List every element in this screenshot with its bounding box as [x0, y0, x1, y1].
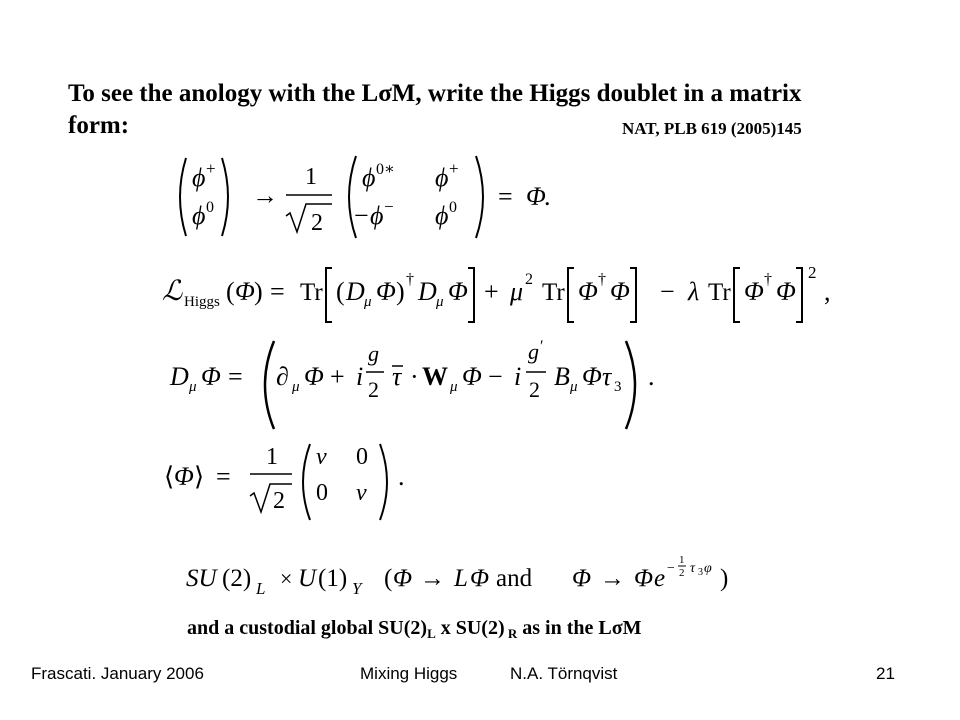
custodial-symmetry-text	[187, 617, 641, 642]
footer-location-date: Frascati. January 2006	[31, 664, 204, 683]
svg-text:Tr: Tr	[300, 279, 323, 306]
svg-text:Φ: Φ	[201, 362, 221, 391]
svg-text:0: 0	[316, 480, 328, 506]
svg-text:Φ: Φ	[578, 277, 598, 306]
svg-text:(: (	[336, 277, 345, 306]
svg-text:L: L	[454, 565, 468, 592]
svg-text:Tr: Tr	[708, 279, 731, 306]
svg-text:D: D	[418, 277, 437, 306]
equation-covariant-derivative	[170, 335, 690, 435]
svg-text:∂: ∂	[276, 362, 289, 391]
svg-text:→: →	[420, 565, 445, 592]
svg-text:0: 0	[356, 444, 368, 470]
svg-text:Φ: Φ	[376, 277, 396, 306]
heading-line-1: To see the anology with the LσM, write the Higgs doublet in a matrix	[68, 80, 802, 107]
svg-text:Φ: Φ	[470, 565, 490, 592]
svg-text:μ: μ	[436, 294, 444, 310]
svg-text:Φ: Φ	[526, 182, 546, 211]
svg-text:′: ′	[540, 338, 544, 355]
footer-page-number: 21	[876, 664, 895, 683]
svg-text:ϕ: ϕ	[192, 201, 206, 230]
svg-text:−: −	[488, 362, 503, 391]
equation-matrix-definition	[170, 150, 590, 245]
svg-text:1: 1	[679, 554, 685, 566]
svg-text:μ: μ	[570, 379, 578, 395]
svg-text:=: =	[270, 277, 285, 306]
svg-text:+: +	[330, 362, 345, 391]
svg-text:and: and	[496, 565, 533, 592]
svg-text:ϕ: ϕ	[435, 163, 449, 192]
svg-text:Φ: Φ	[572, 565, 592, 592]
custodial-text-pre: and a custodial global SU(2)	[187, 617, 428, 639]
custodial-text-post: as in the LσM	[517, 617, 642, 639]
svg-text:†: †	[406, 271, 414, 288]
svg-text:Φ: Φ	[448, 277, 468, 306]
custodial-text-mid: x SU(2)	[435, 617, 505, 639]
svg-text:,: ,	[824, 277, 831, 306]
svg-text:−: −	[384, 197, 394, 216]
svg-text:·: ·	[410, 362, 419, 391]
svg-text:+: +	[484, 277, 499, 306]
svg-text:i: i	[514, 362, 522, 391]
svg-text:.: .	[398, 462, 405, 491]
svg-text:φ: φ	[704, 561, 712, 576]
svg-text:ϕ: ϕ	[362, 163, 376, 192]
svg-text:×: ×	[280, 566, 293, 591]
svg-text:μ: μ	[364, 294, 372, 310]
heading-line-2: form:	[68, 112, 130, 139]
svg-text:Φ: Φ	[776, 277, 796, 306]
svg-text:Φ: Φ	[174, 462, 194, 491]
svg-text:→: →	[252, 181, 278, 210]
svg-text:μ: μ	[450, 379, 458, 395]
svg-text:=: =	[228, 362, 243, 391]
svg-text:W: W	[422, 362, 448, 391]
svg-text:(2): (2)	[222, 565, 252, 592]
svg-text:(1): (1)	[318, 565, 348, 592]
svg-text:0: 0	[449, 199, 457, 216]
equation-vev	[162, 440, 432, 520]
svg-text:i: i	[356, 362, 364, 391]
svg-text:2: 2	[311, 210, 323, 236]
svg-text:+: +	[206, 159, 216, 178]
svg-text:−: −	[660, 277, 675, 306]
citation: NAT, PLB 619 (2005)145	[622, 119, 802, 138]
svg-text:τ: τ	[690, 561, 696, 576]
svg-text:g: g	[528, 339, 539, 364]
svg-text:Φ: Φ	[744, 277, 764, 306]
svg-text:+: +	[449, 159, 459, 178]
footer-title: Mixing Higgs	[360, 664, 458, 683]
svg-text:2: 2	[679, 567, 685, 579]
svg-text:2: 2	[525, 271, 533, 288]
svg-text:2: 2	[273, 488, 285, 514]
svg-text:→: →	[600, 565, 625, 592]
svg-text:0∗: 0∗	[376, 161, 395, 178]
svg-text:g: g	[368, 341, 379, 366]
svg-text:3: 3	[698, 567, 703, 578]
svg-text:ϕ: ϕ	[370, 201, 384, 230]
svg-text:†: †	[598, 271, 606, 288]
svg-text:Tr: Tr	[542, 279, 565, 306]
svg-text:U: U	[298, 565, 317, 592]
svg-text:Φ: Φ	[304, 362, 324, 391]
svg-text:†: †	[764, 271, 772, 288]
svg-text:Φ: Φ	[610, 277, 630, 306]
svg-text:2: 2	[808, 263, 817, 282]
svg-text:1: 1	[305, 164, 317, 190]
custodial-subscript-r: R	[504, 626, 518, 641]
svg-text:D: D	[170, 362, 189, 391]
svg-text:Φ: Φ	[462, 362, 482, 391]
svg-text:1: 1	[266, 444, 278, 470]
svg-text:(: (	[226, 277, 235, 306]
svg-text:): )	[720, 565, 729, 592]
svg-text:2: 2	[368, 377, 379, 402]
svg-text:−: −	[667, 561, 675, 576]
svg-text:(: (	[384, 565, 393, 592]
footer-author: N.A. Törnqvist	[510, 664, 618, 683]
svg-text:Y: Y	[352, 579, 362, 598]
svg-text:v: v	[316, 444, 327, 470]
svg-text:Φ: Φ	[393, 565, 413, 592]
svg-text:.: .	[544, 182, 551, 211]
svg-text:⟨: ⟨	[164, 462, 175, 491]
svg-text:Higgs: Higgs	[184, 294, 220, 310]
svg-text:μ: μ	[189, 379, 197, 395]
svg-text:τ: τ	[392, 362, 402, 391]
equation-lagrangian	[160, 256, 850, 326]
svg-text:λ: λ	[688, 277, 700, 306]
svg-text:⟩: ⟩	[194, 462, 205, 491]
svg-text:): )	[396, 277, 405, 306]
svg-text:2: 2	[529, 377, 540, 402]
svg-text:L: L	[256, 579, 266, 598]
svg-text:.: .	[648, 362, 655, 391]
svg-text:=: =	[498, 182, 513, 211]
svg-text:3: 3	[614, 379, 622, 395]
svg-text:μ: μ	[292, 379, 300, 395]
svg-text:ϕ: ϕ	[192, 163, 206, 192]
svg-text:SU: SU	[186, 565, 217, 592]
svg-text:): )	[254, 277, 263, 306]
svg-text:Φ: Φ	[235, 277, 255, 306]
svg-text:Φ: Φ	[634, 565, 654, 592]
svg-text:Φ: Φ	[582, 362, 602, 391]
svg-text:ϕ: ϕ	[435, 201, 449, 230]
svg-text:ℒ: ℒ	[162, 274, 183, 307]
svg-text:μ: μ	[510, 277, 524, 306]
svg-text:v: v	[356, 480, 367, 506]
custodial-subscript-l: L	[427, 626, 436, 641]
svg-text:D: D	[346, 277, 365, 306]
svg-text:B: B	[554, 362, 570, 391]
svg-text:τ: τ	[602, 362, 612, 391]
svg-text:−: −	[354, 201, 369, 230]
svg-text:0: 0	[206, 199, 214, 216]
svg-text:e: e	[654, 565, 666, 592]
svg-text:=: =	[216, 462, 231, 491]
equation-symmetry	[186, 550, 766, 610]
